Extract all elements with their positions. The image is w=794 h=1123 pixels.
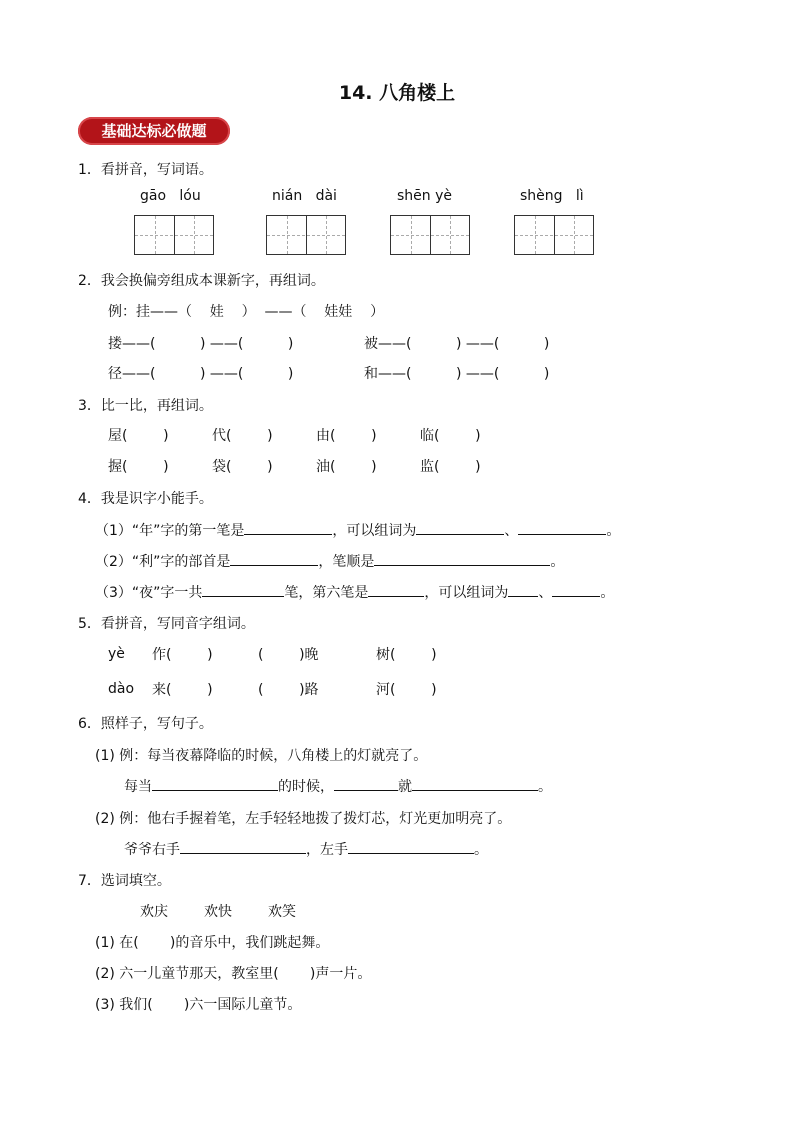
q4-line3: （3）“夜”字一共 笔，第六笔是 ，可以组词为 、 。 (95, 582, 614, 602)
blank[interactable] (152, 776, 278, 791)
question-5-title: 5．看拼音，写同音字组词。 (78, 616, 255, 632)
q5-r1-3[interactable]: 树( ) (376, 647, 437, 663)
blank[interactable] (180, 839, 306, 854)
q3-r1-1[interactable]: 屋( ) (108, 428, 169, 444)
q5-r2-2[interactable]: ( )路 (258, 682, 319, 698)
q3-r2-3[interactable]: 油( ) (316, 459, 377, 475)
q3-r1-4[interactable]: 临( ) (420, 428, 481, 444)
q7-word-1: 欢庆 (140, 904, 168, 920)
q3-r1-2[interactable]: 代( ) (212, 428, 273, 444)
q7-sentence-1[interactable]: (1) 在( )的音乐中，我们跳起舞。 (95, 935, 330, 951)
q2-row2-b[interactable]: 和——( ) ——( ) (364, 366, 550, 382)
q3-r2-2[interactable]: 袋( ) (212, 459, 273, 475)
q7-word-2: 欢快 (204, 904, 232, 920)
q6-fill-2: 爷爷右手 ，左手 。 (124, 839, 488, 859)
q2-row2-a[interactable]: 径——( ) ——( ) (108, 366, 294, 382)
blank[interactable] (244, 520, 332, 535)
q7-word-3: 欢笑 (268, 904, 296, 920)
q6-fill-1: 每当 的时候， 就 。 (124, 776, 552, 796)
writing-grid-1[interactable] (134, 215, 214, 255)
blank[interactable] (416, 520, 504, 535)
q5-r2-pinyin: dào (108, 681, 135, 697)
question-4-title: 4．我是识字小能手。 (78, 491, 213, 507)
question-7-title: 7．选词填空。 (78, 873, 171, 889)
q4-line1: （1）“年”字的第一笔是 ，可以组词为 、 。 (95, 520, 620, 540)
page-title: 14. 八角楼上 (338, 82, 456, 104)
q7-sentence-3[interactable]: (3) 我们( )六一国际儿童节。 (95, 997, 302, 1013)
q3-r2-4[interactable]: 监( ) (420, 459, 481, 475)
q2-row1-a[interactable]: 搂——( ) ——( ) (108, 336, 294, 352)
question-6-title: 6．照样子，写句子。 (78, 716, 213, 732)
q5-r1-pinyin: yè (108, 646, 125, 662)
blank[interactable] (202, 582, 284, 597)
q5-r1-2[interactable]: ( )晚 (258, 647, 319, 663)
blank[interactable] (230, 551, 318, 566)
blank[interactable] (552, 582, 600, 597)
q6-example-1: (1) 例：每当夜幕降临的时候，八角楼上的灯就亮了。 (95, 748, 428, 764)
blank[interactable] (412, 776, 538, 791)
blank[interactable] (518, 520, 606, 535)
writing-grid-4[interactable] (514, 215, 594, 255)
question-2-title: 2．我会换偏旁组成本课新字，再组词。 (78, 273, 325, 289)
q2-row1-b[interactable]: 被——( ) ——( ) (364, 336, 550, 352)
question-1-title: 1．看拼音，写词语。 (78, 162, 213, 178)
pinyin-1: gāo lóu (140, 188, 201, 204)
writing-grid-3[interactable] (390, 215, 470, 255)
q6-example-2: (2) 例：他右手握着笔，左手轻轻地拨了拨灯芯，灯光更加明亮了。 (95, 811, 512, 827)
pinyin-4: shèng lì (520, 188, 584, 204)
q5-r2-1[interactable]: 来( ) (152, 682, 213, 698)
q2-example: 例：挂——（ 娃 ） ——（ 娃娃 ） (108, 304, 385, 320)
blank[interactable] (508, 582, 538, 597)
blank[interactable] (334, 776, 398, 791)
q3-r2-1[interactable]: 握( ) (108, 459, 169, 475)
question-3-title: 3．比一比，再组词。 (78, 398, 213, 414)
blank[interactable] (348, 839, 474, 854)
pinyin-3: shēn yè (397, 188, 453, 204)
section-badge: 基础达标必做题 (78, 117, 230, 145)
writing-grid-2[interactable] (266, 215, 346, 255)
q7-sentence-2[interactable]: (2) 六一儿童节那天，教室里( )声一片。 (95, 966, 372, 982)
q3-r1-3[interactable]: 由( ) (316, 428, 377, 444)
q5-r1-1[interactable]: 作( ) (152, 647, 213, 663)
pinyin-2: nián dài (272, 188, 337, 204)
q4-line2: （2）“利”字的部首是 ，笔顺是 。 (95, 551, 564, 571)
blank[interactable] (374, 551, 550, 566)
q5-r2-3[interactable]: 河( ) (376, 682, 437, 698)
blank[interactable] (368, 582, 424, 597)
